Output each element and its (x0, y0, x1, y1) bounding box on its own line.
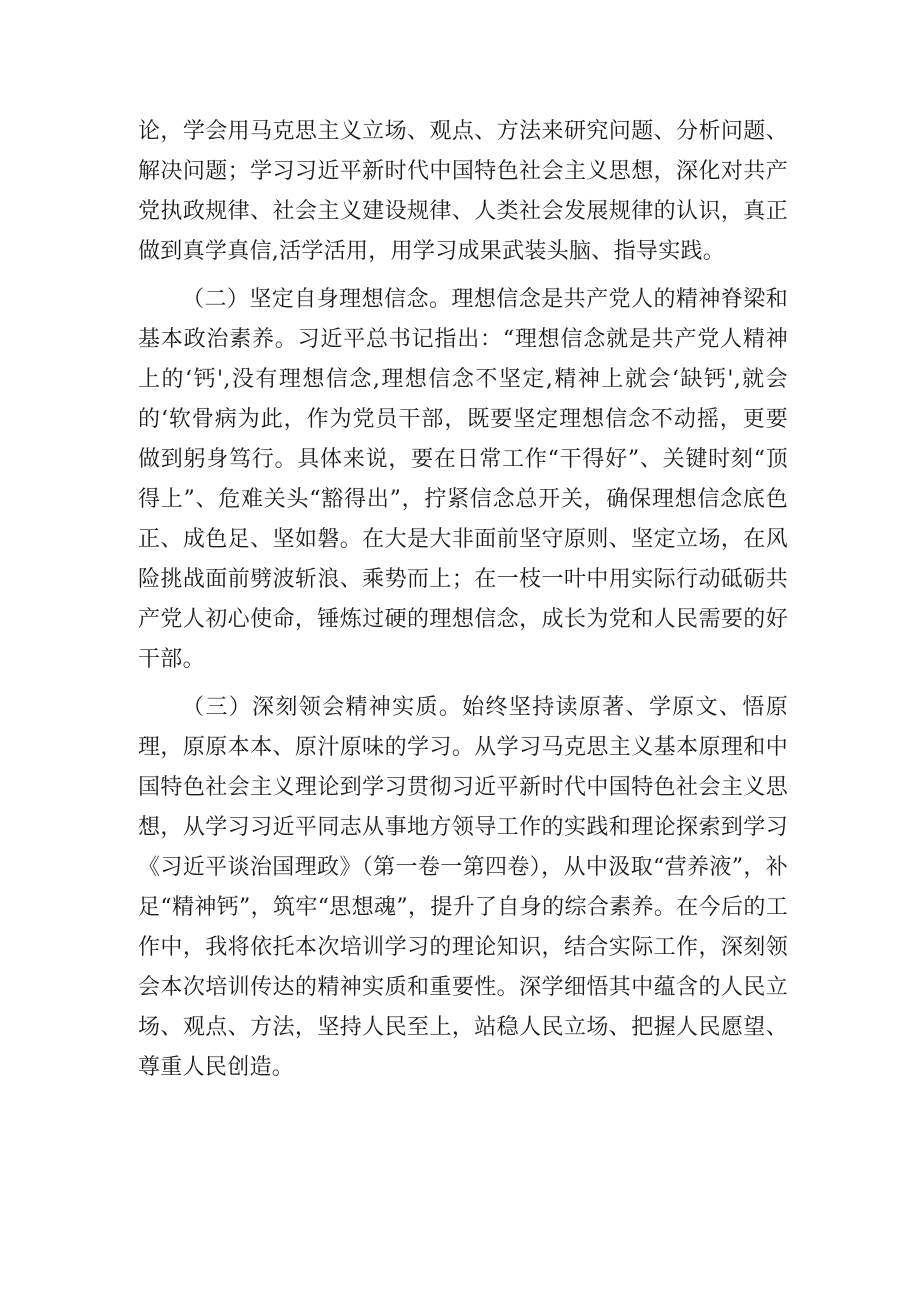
paragraph-section-2: （二）坚定自身理想信念。理想信念是共产党人的精神脊梁和基本政治素养。习近平总书记指出：“理想信念就是共产党人精神上的‘钙',没有理想信念,理想信念不坚定,精神上就会‘缺钙',就会的‘软骨病为此，作为党员干部，既要坚定理想信念不动摇，更要做到躬身笃行。具体来说，要在日常工作“干得好”、关键时刻“顶得上”、危难关头“豁得出”，拧紧信念总开关，确保理想信念底色正、成色足、坚如磐。在大是大非面前坚守原则、坚定立场，在风险挑战面前劈波斩浪、乘势而上；在一枝一叶中用实际行动砥砺共产党人初心使命，锤炼过硬的理想信念，成长为党和人民需要的好干部。 (138, 287, 788, 672)
paragraph-continuation: 论，学会用马克思主义立场、观点、方法来研究问题、分析问题、解决问题；学习习近平新时代中国特色社会主义思想，深化对共产党执政规律、社会主义建设规律、人类社会发展规律的认识，真正做到真学真信,活学活用，用学习成果武装头脑、指导实践。 (138, 119, 788, 264)
document-body (138, 112, 788, 1088)
paragraph-section-3: （三）深刻领会精神实质。始终坚持读原著、学原文、悟原理，原原本本、原汁原味的学习。从学习马克思主义基本原理和中国特色社会主义理论到学习贯彻习近平新时代中国特色社会主义思想，从学习习近平同志从事地方领导工作的实践和理论探索到学习《习近平谈治国理政》（第一卷一第四卷），从中汲取“营养液”，补足“精神钙”，筑牢“思想魂”，提升了自身的综合素养。在今后的工作中，我将依托本次培训学习的理论知识，结合实际工作，深刻领会本次培训传达的精神实质和重要性。深学细悟其中蕴含的人民立场、观点、方法，坚持人民至上，站稳人民立场、把握人民愿望、尊重人民创造。 (138, 695, 788, 1080)
